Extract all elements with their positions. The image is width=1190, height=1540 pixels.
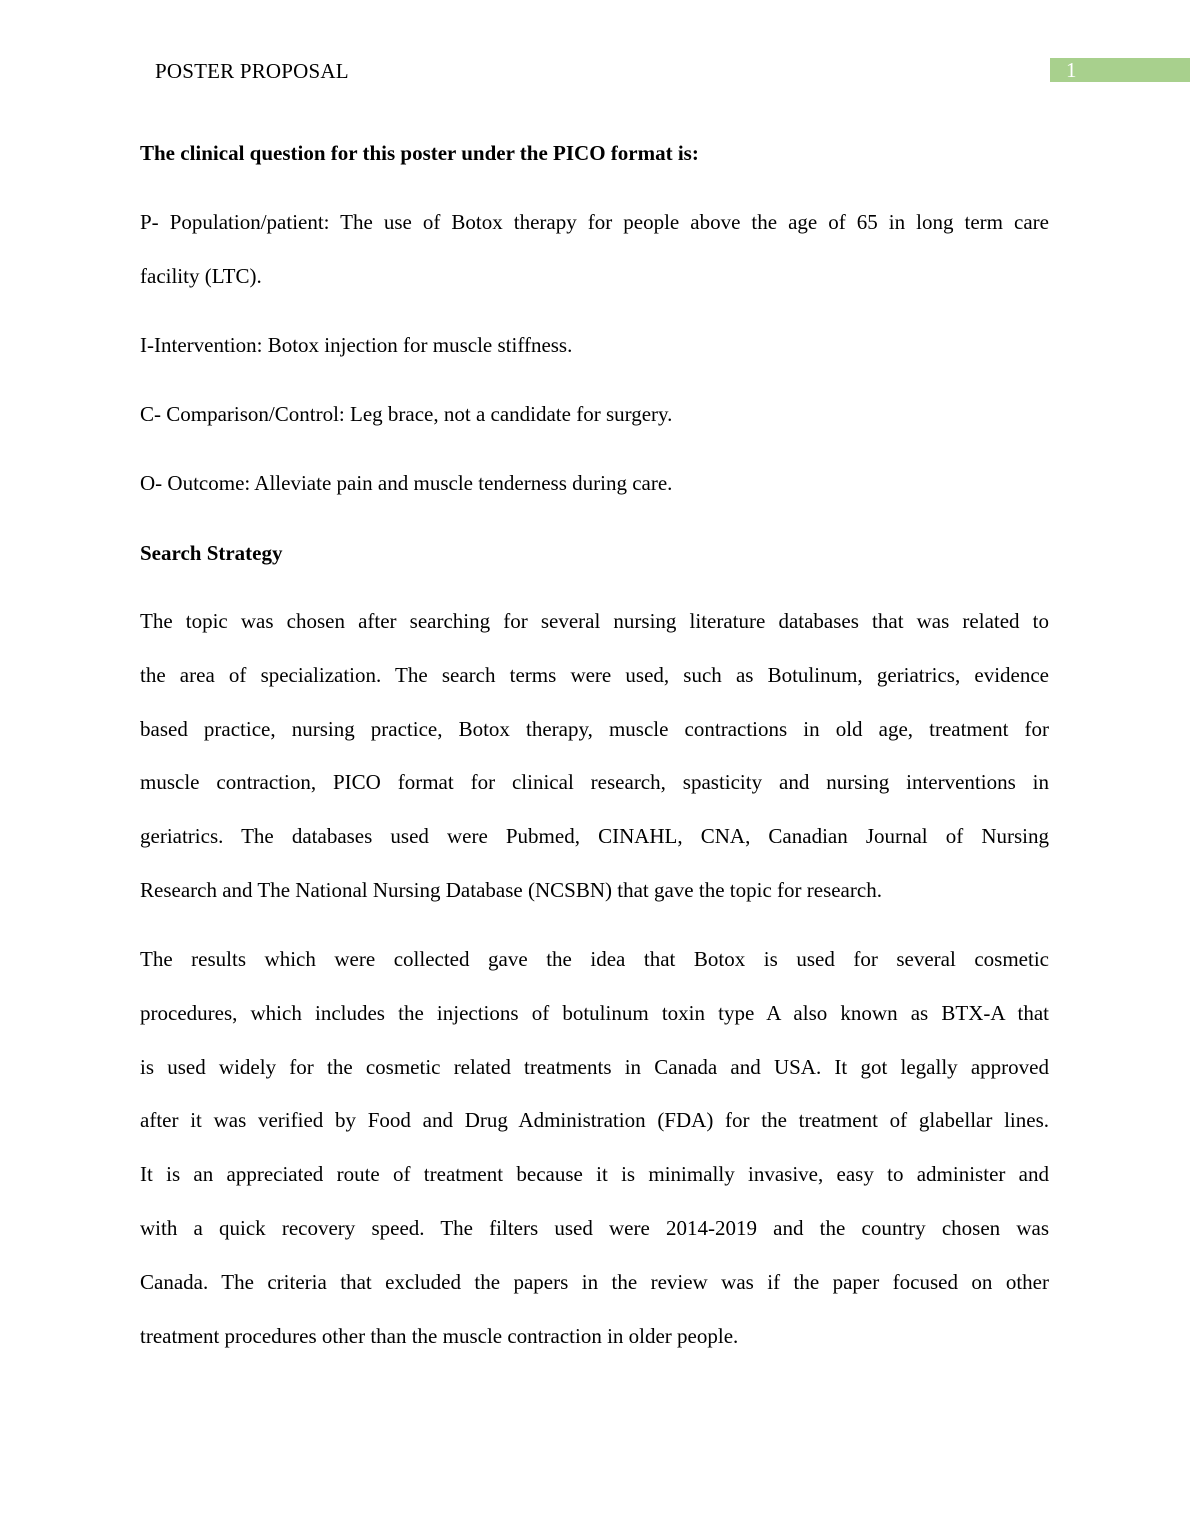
text-line: muscle contraction, PICO format for clinical research, spasticity and nursing interventions in [140, 770, 1049, 795]
pico-comparison: C- Comparison/Control: Leg brace, not a candidate for surgery. [140, 402, 673, 426]
text-line: the area of specialization. The search terms were used, such as Botulinum, geriatrics, evidence [140, 662, 1049, 687]
search-strategy-heading: Search Strategy [140, 541, 283, 565]
text-line: It is an appreciated route of treatment because it is minimally invasive, easy to administer and [140, 1162, 1049, 1187]
running-header-title: POSTER PROPOSAL [155, 59, 349, 83]
text-line: Research and The National Nursing Database (NCSBN) that gave the topic for research. [140, 877, 882, 902]
pico-outcome: O- Outcome: Alleviate pain and muscle tenderness during care. [140, 471, 673, 495]
page-number: 1 [1066, 58, 1077, 82]
text-line: based practice, nursing practice, Botox therapy, muscle contractions in old age, treatment for [140, 716, 1049, 741]
text-line: treatment procedures other than the muscle contraction in older people. [140, 1323, 739, 1348]
page-number-badge [1050, 58, 1190, 82]
text-line: The topic was chosen after searching for several nursing literature databases that was related to [140, 609, 1049, 633]
text-line: is used widely for the cosmetic related treatments in Canada and USA. It got legally approved [140, 1054, 1049, 1079]
text-line: procedures, which includes the injections of botulinum toxin type A also known as BTX-A that [140, 1000, 1049, 1025]
search-strategy-paragraph-2 [140, 933, 1049, 1363]
text-line: The results which were collected gave the idea that Botox is used for several cosmetic [140, 947, 1049, 971]
pico-population [140, 196, 1049, 304]
text-line: P- Population/patient: The use of Botox therapy for people above the age of 65 in long term care [140, 210, 1049, 234]
search-strategy-paragraph-1 [140, 595, 1049, 918]
text-line: geriatrics. The databases used were Pubmed, CINAHL, CNA, Canadian Journal of Nursing [140, 824, 1049, 849]
text-line: facility (LTC). [140, 263, 262, 288]
text-line: with a quick recovery speed. The filters used were 2014-2019 and the country chosen was [140, 1215, 1049, 1240]
pico-heading: The clinical question for this poster under the PICO format is: [140, 141, 699, 165]
text-line: after it was verified by Food and Drug Administration (FDA) for the treatment of glabellar lines. [140, 1108, 1049, 1133]
pico-intervention: I-Intervention: Botox injection for muscle stiffness. [140, 333, 573, 357]
text-line: Canada. The criteria that excluded the papers in the review was if the paper focused on other [140, 1269, 1049, 1294]
